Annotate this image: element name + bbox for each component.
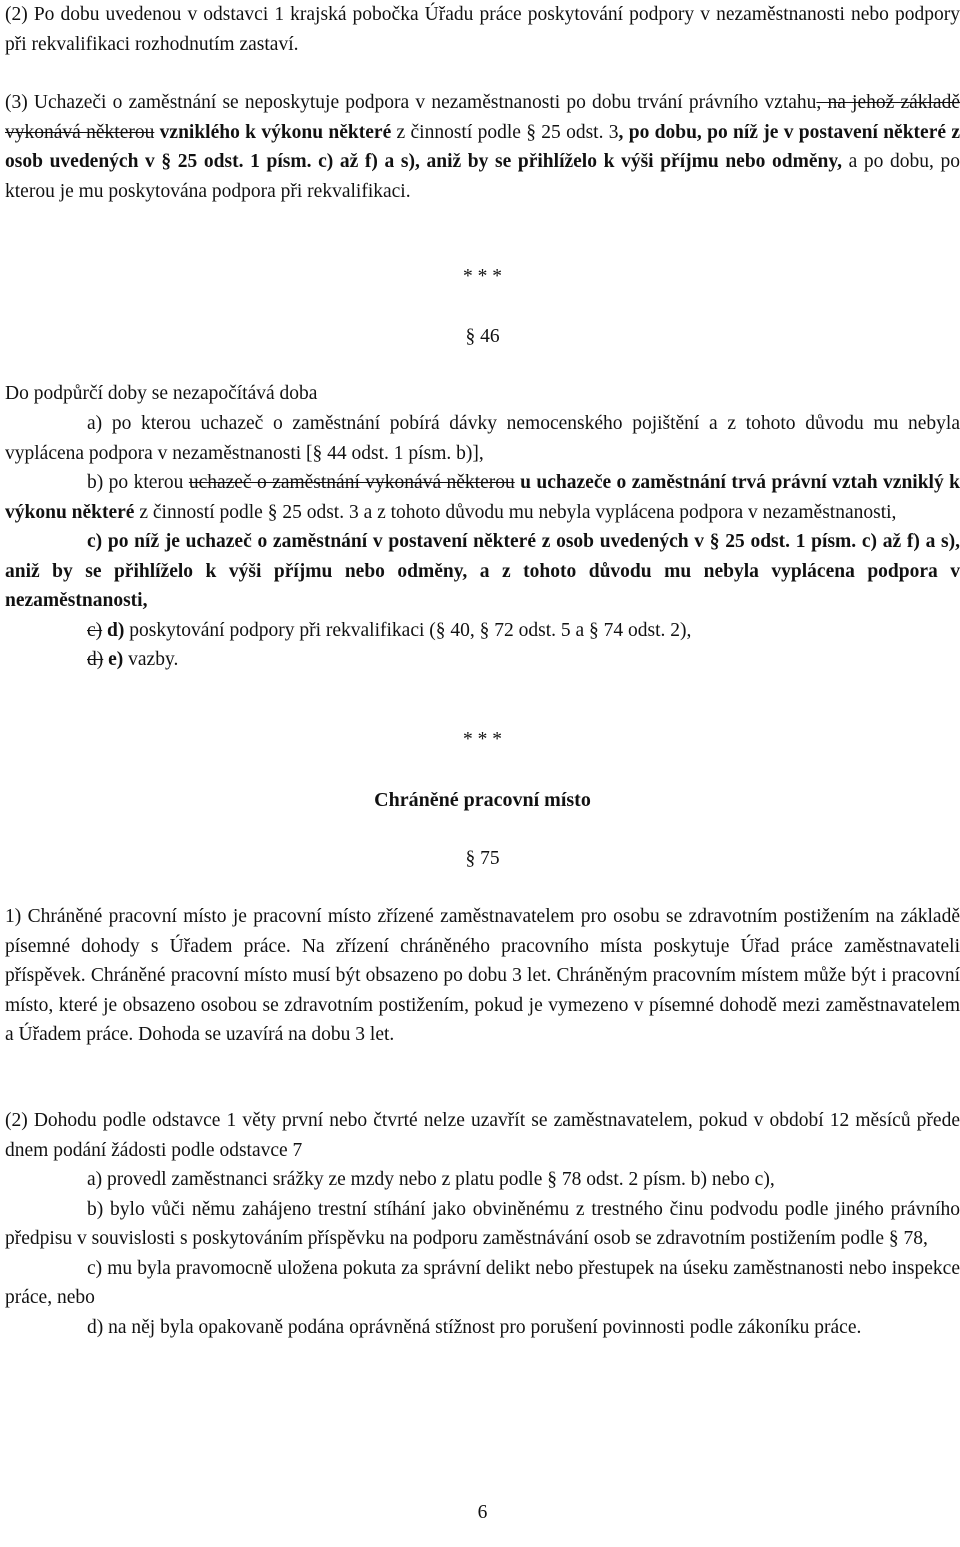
item-46-e xyxy=(5,645,960,675)
section-separator: * * * xyxy=(463,266,502,287)
item-75-c: c) mu byla pravomocně uložena pokuta za správní delikt nebo přestupek na úseku zaměstnanosti nebo inspekce práce, nebo xyxy=(5,1257,960,1308)
item-75-a: a) provedl zaměstnanci srážky ze mzdy nebo z platu podle § 78 odst. 2 písm. b) nebo c), xyxy=(87,1169,775,1190)
item-46-a: a) po kterou uchazeč o zaměstnání pobírá dávky nemocenského pojištění a z tohoto důvodu mu nebyla vyplácena podpora v nezaměstnanosti [§ 44 odst. 1 písm. b)], xyxy=(5,413,960,464)
section-number-75: § 75 xyxy=(465,848,500,869)
inserted-text: e) xyxy=(103,649,124,670)
inserted-text: , po dobu, po níž je v postavení některé z osob uvedených v § 25 odst. 1 písm. c) až f) a s), aniž by se přihlíželo k výši příjmu nebo odměny, xyxy=(5,121,960,172)
text-segment: vazby. xyxy=(123,649,179,670)
deleted-text: , na jehož základě vykonává některou xyxy=(5,92,960,143)
inserted-text: vzniklého k výkonu některé xyxy=(154,121,392,143)
section-heading xyxy=(5,786,960,816)
inserted-text: d) xyxy=(102,619,125,641)
paragraph-45-2: (2) Po dobu uvedenou v odstavci 1 krajská pobočka Úřadu práce poskytování podpory v nezaměstnanosti nebo podpory při rekvalifikaci rozhodnutím zastaví. xyxy=(5,4,960,55)
deleted-text: c) xyxy=(87,619,103,641)
section-separator: * * * xyxy=(463,729,502,750)
text-segment: z činností podle § 25 odst. 3 a z tohoto důvodu mu nebyla vyplácena podpora v nezaměstnanosti, xyxy=(134,501,897,523)
inserted-text: c) po níž je uchazeč o zaměstnání v postavení některé z osob uvedených v § 25 odst. 1 písm. c) až f) a s), aniž by se přihlíželo k výši příjmu nebo odměny, a z tohoto důvodu mu nebyla vyplácena podpora v nezaměstnanosti, xyxy=(5,531,960,611)
paragraph-45-3 xyxy=(5,88,960,206)
text-segment: poskytování podpory při rekvalifikaci (§ 40, § 72 odst. 5 a § 74 odst. 2), xyxy=(124,619,692,641)
paragraph-75-2 xyxy=(5,1106,960,1342)
text-segment: (3) Uchazeči o zaměstnání se neposkytuje podpora v nezaměstnanosti po dobu trvání právního vztahu xyxy=(5,92,817,113)
paragraph-46-intro: Do podpůrčí doby se nezapočítává doba xyxy=(5,383,318,404)
item-46-c-new xyxy=(5,527,960,616)
deleted-text: uchazeč o zaměstnání vykonává některou xyxy=(188,472,515,493)
item-46-b xyxy=(5,468,960,527)
paragraph-75-1: 1) Chráněné pracovní místo je pracovní místo zřízené zaměstnavatelem pro osobu se zdravotním postižením na základě písemné dohody s Úřadem práce. Na zřízení chráněného pracovního místa poskytuje Úřad práce zaměstnavateli příspěvek. Chráněné pracovní místo musí být obsazeno po dobu 3 let. Chráněným pracovním místem může být i pracovní místo, které je obsazeno osobou se zdravotním postižením, pokud je vymezeno v písemné dohodě mezi zaměstnavatelem a Úřadem práce. Dohoda se uzavírá na dobu 3 let. xyxy=(5,906,960,1045)
text-segment: b) po kterou xyxy=(87,472,189,493)
item-75-b: b) bylo vůči němu zahájeno trestní stíhání jako obviněnému z trestného činu podvodu podle jiného právního předpisu v souvislosti s poskytováním příspěvku na podporu zaměstnávání osob se zdravotním postižením podle § 78, xyxy=(5,1198,960,1249)
section-number-46: § 46 xyxy=(465,326,500,347)
section-75-title: Chráněné pracovní místo xyxy=(374,789,591,811)
paragraph-46 xyxy=(5,409,960,675)
text-segment: z činností podle § 25 odst. 3 xyxy=(391,121,619,143)
item-75-d: d) na něj byla opakovaně podána oprávněná stížnost pro porušení povinnosti podle zákoníku práce. xyxy=(87,1316,862,1338)
item-46-d xyxy=(5,616,960,646)
text-segment: a po dobu, po kterou je mu poskytována podpora při rekvalifikaci. xyxy=(5,151,960,202)
deleted-text: d) xyxy=(87,649,104,670)
inserted-text: u uchazeče o zaměstnání trvá právní vztah vzniklý k výkonu některé xyxy=(5,472,960,523)
page-number: 6 xyxy=(477,1502,488,1523)
paragraph-75-2-intro: (2) Dohodu podle odstavce 1 věty první nebo čtvrté nelze uzavřít se zaměstnavatelem, pokud v období 12 měsíců přede dnem podání žádosti podle odstavce 7 xyxy=(5,1110,960,1161)
